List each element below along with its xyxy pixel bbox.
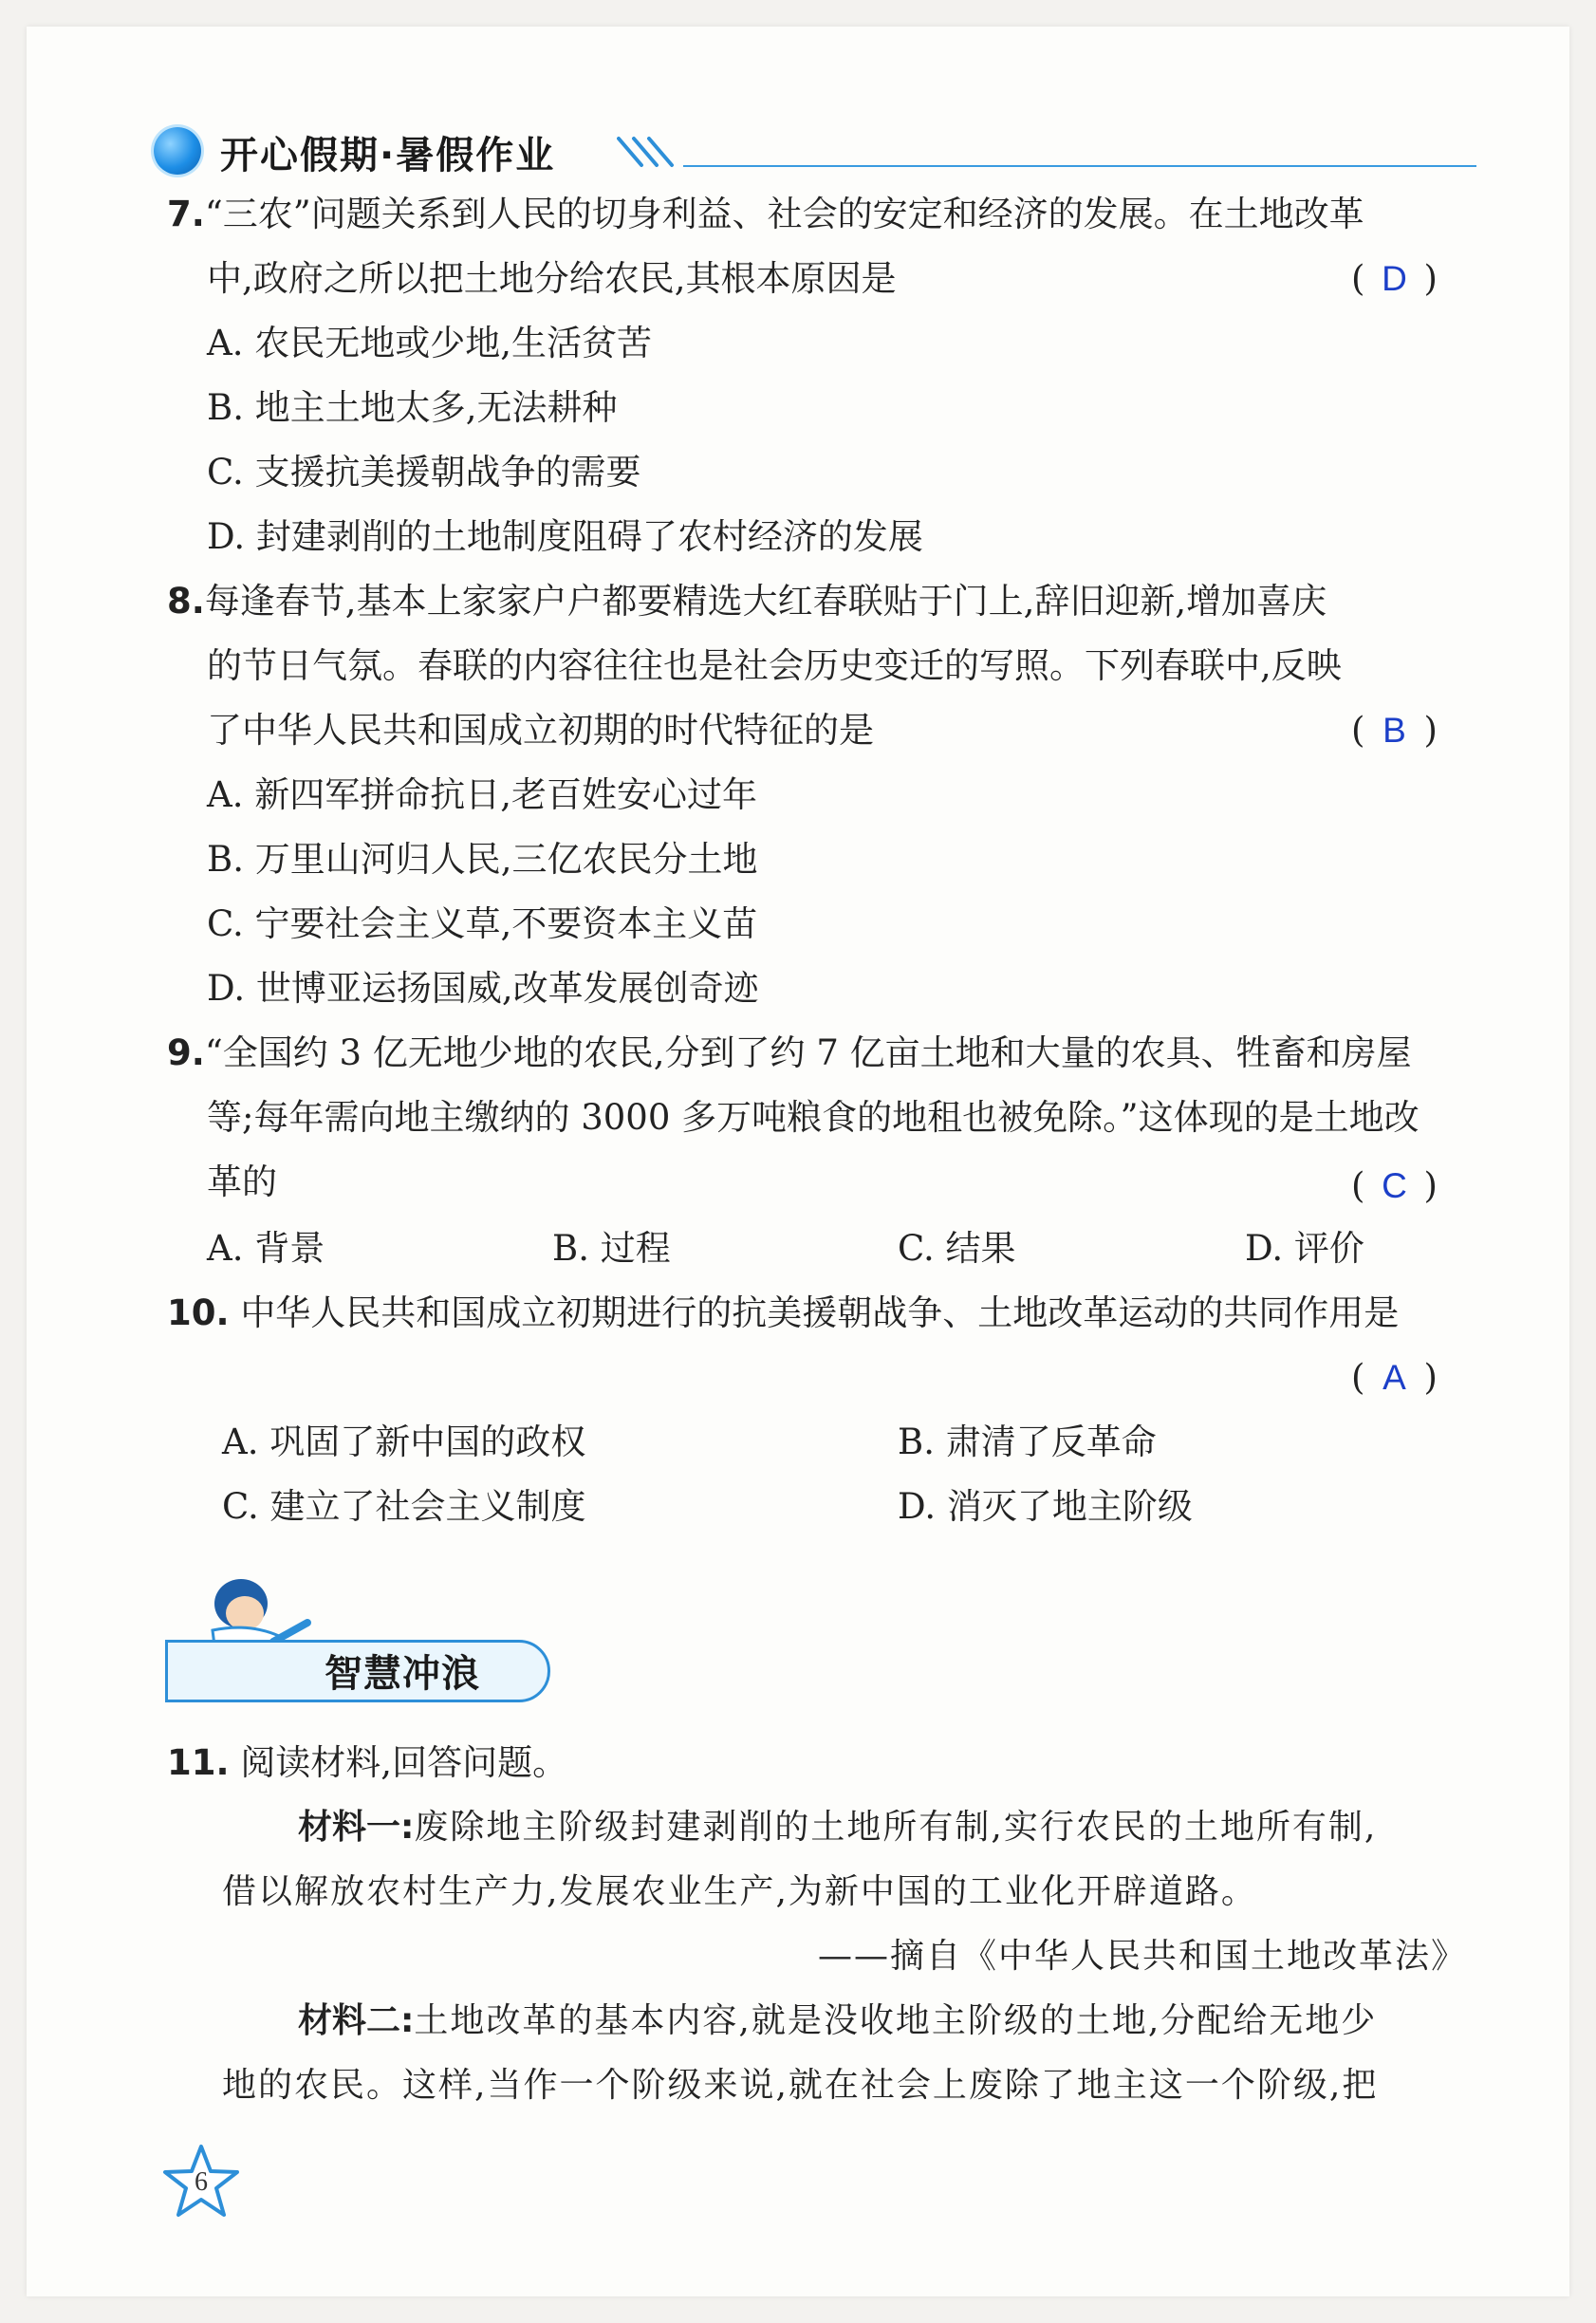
q7-option-a: A. 农民无地或少地,生活贫苦 xyxy=(207,323,653,363)
q10-line1: 10. 中华人民共和国成立初期进行的抗美援朝战争、土地改革运动的共同作用是 xyxy=(167,1292,1400,1333)
q8-option-d: D. 世博亚运扬国威,改革发展创奇迹 xyxy=(207,968,759,1009)
q9-line1: 9.“全国约 3 亿无地少地的农民,分到了约 7 亿亩土地和大量的农具、牲畜和房屋 xyxy=(167,1032,1412,1073)
q9-option-d: D. 评价 xyxy=(1245,1228,1364,1269)
material-2-line2: 地的农民。这样,当作一个阶级来说,就在社会上废除了地主这一个阶级,把 xyxy=(222,2066,1379,2105)
page-number-badge xyxy=(161,2143,241,2219)
q9-option-a: A. 背景 xyxy=(207,1228,325,1269)
q8-answer: B xyxy=(1383,711,1406,750)
q7-line1: 7.“三农”问题关系到人民的切身利益、社会的安定和经济的发展。在土地改革 xyxy=(167,194,1364,234)
q8-option-b: B. 万里山河归人民,三亿农民分土地 xyxy=(207,839,758,880)
q7-answer-box: ( D ) xyxy=(1351,247,1438,311)
q8-option-a: A. 新四军拼命抗日,老百姓安心过年 xyxy=(207,774,758,815)
material-2-label: 材料二: xyxy=(298,2001,415,2040)
page-number: 6 xyxy=(195,2167,208,2197)
q10-option-d: D. 消灭了地主阶级 xyxy=(898,1486,1193,1527)
q10-answer-box: ( A ) xyxy=(1351,1346,1438,1410)
material-1-source: ——摘自《中华人民共和国土地改革法》 xyxy=(818,1937,1468,1976)
q8-line3: 了中华人民共和国成立初期的时代特征的是 xyxy=(207,710,874,751)
q10-option-b: B. 肃清了反革命 xyxy=(898,1422,1157,1462)
q8-line1: 8.每逢春节,基本上家家户户都要精选大红春联贴于门上,辞旧迎新,增加喜庆 xyxy=(167,581,1327,622)
q9-answer-box: ( C ) xyxy=(1351,1154,1438,1218)
q10-option-a: A. 巩固了新中国的政权 xyxy=(222,1422,586,1462)
q7-number: 7. xyxy=(167,194,205,234)
blue-ball-icon xyxy=(154,127,201,175)
q8-option-c: C. 宁要社会主义草,不要资本主义苗 xyxy=(207,903,758,944)
q9-line2: 等;每年需向地主缴纳的 3000 多万吨粮食的地租也被免除。”这体现的是土地改 xyxy=(207,1097,1420,1138)
q7-line2: 中,政府之所以把土地分给农民,其根本原因是 xyxy=(207,258,897,299)
q9-option-b: B. 过程 xyxy=(552,1228,671,1269)
q7-option-b: B. 地主土地太多,无法耕种 xyxy=(207,387,618,428)
section-title: 智慧冲浪 xyxy=(325,1652,480,1696)
material-1-line1: 材料一:废除地主阶级封建剥削的土地所有制,实行农民的土地所有制, xyxy=(298,1808,1378,1847)
q10-number: 10. xyxy=(167,1292,230,1333)
q8-answer-box: ( B ) xyxy=(1351,698,1438,763)
q9-option-c: C. 结果 xyxy=(898,1228,1016,1269)
q7-option-d: D. 封建剥削的土地制度阻碍了农村经济的发展 xyxy=(207,516,923,557)
section-banner xyxy=(165,1566,564,1708)
slash-decoration-icon xyxy=(617,135,683,169)
page-header xyxy=(152,121,1476,178)
header-rule xyxy=(683,165,1476,167)
q11-number: 11. xyxy=(167,1742,230,1783)
q7-option-c: C. 支援抗美援朝战争的需要 xyxy=(207,452,641,492)
q9-number: 9. xyxy=(167,1032,205,1073)
q9-answer: C xyxy=(1382,1166,1407,1205)
material-1-label: 材料一: xyxy=(298,1808,415,1847)
q8-number: 8. xyxy=(167,581,205,622)
q10-option-c: C. 建立了社会主义制度 xyxy=(222,1486,586,1527)
header-title: 开心假期·暑假作业 xyxy=(220,134,556,177)
q11-line1: 11. 阅读材料,回答问题。 xyxy=(167,1742,568,1783)
q7-answer: D xyxy=(1382,259,1407,298)
q8-line2: 的节日气氛。春联的内容往往也是社会历史变迁的写照。下列春联中,反映 xyxy=(207,645,1342,686)
q10-answer: A xyxy=(1383,1358,1406,1397)
material-1-line2: 借以解放农村生产力,发展农业生产,为新中国的工业化开辟道路。 xyxy=(222,1872,1257,1911)
material-2-line1: 材料二:土地改革的基本内容,就是没收地主阶级的土地,分配给无地少 xyxy=(298,2001,1378,2040)
q9-line3: 革的 xyxy=(207,1162,277,1202)
